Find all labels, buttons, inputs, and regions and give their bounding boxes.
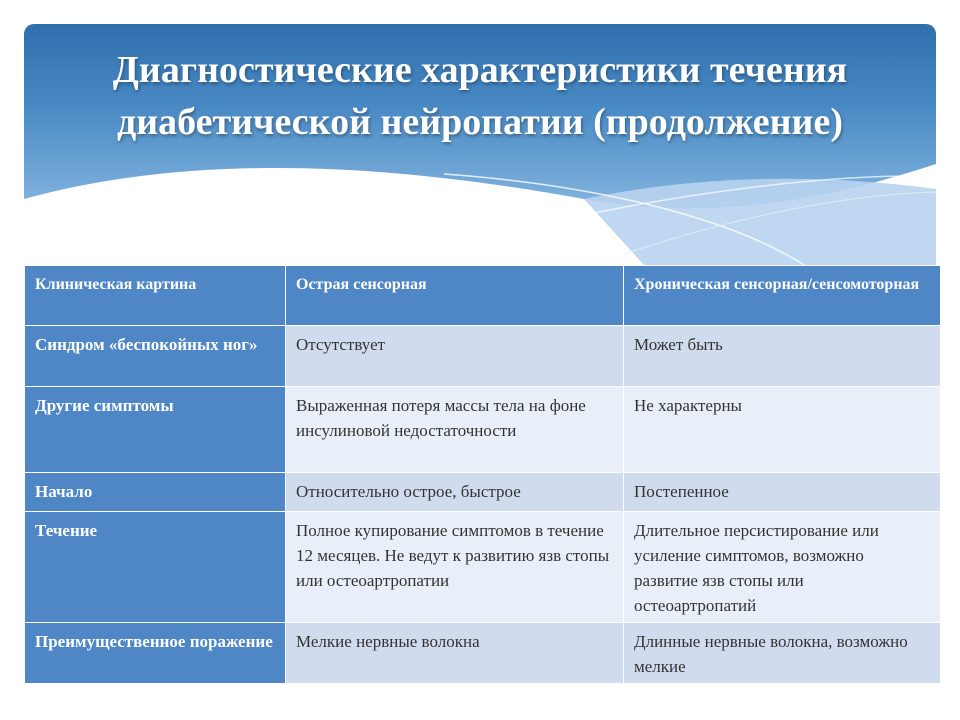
table-row: [25, 512, 941, 623]
table-cell: Выраженная потеря массы тела на фоне инсулиновой недостаточности: [286, 387, 624, 473]
row-label: Другие симптомы: [25, 387, 286, 473]
row-label: Синдром «беспокойных ног»: [25, 326, 286, 387]
table-cell: Относительно острое, быстрое: [286, 473, 624, 512]
table-row: [25, 473, 941, 512]
slide-title-line-2: диабетической нейропатии (продолжение): [117, 101, 843, 143]
column-header-chronic-sensorimotor: Хроническая сенсорная/сенсомоторная: [624, 266, 941, 326]
slide-title-line-1: Диагностические характеристики течения: [112, 49, 848, 91]
table-cell: Полное купирование симптомов в течение 12 месяцев. Не ведут к развитию язв стопы или остеоартропатии: [286, 512, 624, 623]
slide-title: [24, 44, 936, 148]
column-header-clinical-picture: Клиническая картина: [25, 266, 286, 326]
title-banner: [24, 24, 936, 265]
table-row: [25, 623, 941, 684]
table-header-row: [25, 266, 941, 326]
column-header-acute-sensory: Острая сенсорная: [286, 266, 624, 326]
table-cell: Постепенное: [624, 473, 941, 512]
table-cell: Длинные нервные волокна, возможно мелкие: [624, 623, 941, 684]
table-row: [25, 387, 941, 473]
row-label: Течение: [25, 512, 286, 623]
characteristics-table: [24, 265, 941, 684]
table-cell: Отсутствует: [286, 326, 624, 387]
table-cell: Мелкие нервные волокна: [286, 623, 624, 684]
row-label: Начало: [25, 473, 286, 512]
table-cell: Не характерны: [624, 387, 941, 473]
table-row: [25, 326, 941, 387]
row-label: Преимущественное поражение: [25, 623, 286, 684]
table-cell: Длительное персистирование или усиление симптомов, возможно развитие язв стопы или остеоартропатий: [624, 512, 941, 623]
table-cell: Может быть: [624, 326, 941, 387]
